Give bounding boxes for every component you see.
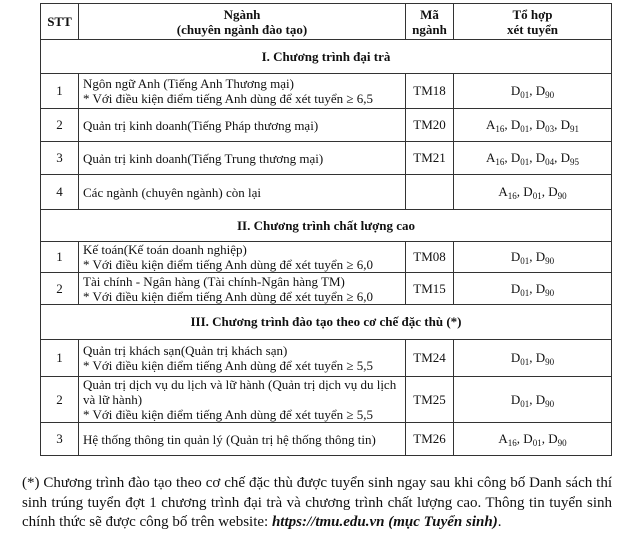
major-name: Ngôn ngữ Anh (Tiếng Anh Thương mại) [83,76,294,91]
table-row [41,175,612,210]
footnote-section: (mục Tuyển sinh) [388,514,498,530]
row-major [79,109,406,142]
major-name: Các ngành (chuyên ngành) còn lại [83,184,261,200]
combo-subscript: 01 [532,438,542,448]
table-row [41,142,612,175]
combo-subscript: 90 [545,90,555,100]
row-combos: $A_{16}$, $D_{01}$, $D_{04}$, $D_{95}$ [454,142,612,175]
combo-letter: A [498,431,508,446]
header-stt: STT [41,4,79,40]
website-link[interactable]: https://tmu.edu.vn [271,514,385,530]
footnote: (*) Chương trình đào tạo theo cơ chế đặc thù được tuyển sinh ngay sau khi công bố Danh sách thí sinh trúng tuyển đợt 1 chương trình đại trà và chương trình chất lượng cao. Thông tin tuyển sinh chính thức sẽ được công bố trên website: https://tmu.edu.vn (mục Tuyển sinh). [22,475,612,530]
admission-table [40,3,612,456]
row-stt: 1 [41,74,79,109]
row-combos: $A_{16}$, $D_{01}$, $D_{90}$ [454,423,612,456]
combo-subscript: 90 [545,357,555,367]
row-stt: 1 [41,340,79,377]
section-title: III. Chương trình đào tạo theo cơ chế đặc thù (*) [41,305,612,340]
row-code: TM20 [406,109,454,142]
combo-letter: D [535,117,546,132]
combo-letter: A [498,184,508,199]
major-name: Quản trị kinh doanh(Tiếng Pháp thương mại) [83,117,319,133]
row-combos: $D_{01}$, $D_{90}$ [454,273,612,305]
major-condition: * Với điều kiện điểm tiếng Anh dùng để xét tuyển ≥ 5,5 [83,358,373,373]
row-code: TM15 [406,273,454,305]
row-major [79,377,406,423]
combo-letter: D [523,184,533,199]
row-stt: 2 [41,109,79,142]
header-row [41,4,612,40]
combo-subscript: 95 [570,157,580,167]
row-combos: $D_{01}$, $D_{90}$ [454,340,612,377]
row-combos: $A_{16}$, $D_{01}$, $D_{90}$ [454,175,612,210]
combo-subscript: 90 [545,256,555,266]
combo-subscript: 91 [570,124,580,134]
combo-letter: D [510,83,521,98]
row-major [79,273,406,305]
section-row [41,210,612,242]
major-name: Hệ thống thông tin quản lý (Quản trị hệ thống thông tin) [83,431,376,447]
combo-subscript: 16 [495,124,505,134]
combo-letter: D [535,83,546,98]
combo-letter: D [523,431,533,446]
combo-subscript: 90 [557,191,567,201]
row-code [406,175,454,210]
row-combos: $A_{16}$, $D_{01}$, $D_{03}$, $D_{91}$ [454,109,612,142]
combo-letter: D [510,280,521,296]
major-condition: * Với điều kiện điểm tiếng Anh dùng để xét tuyển ≥ 5,5 [83,407,373,422]
major-name: Quản trị khách sạn(Quản trị khách sạn) [83,343,288,358]
row-code: TM18 [406,74,454,109]
major-name: Quản trị dịch vụ du lịch và lữ hành (Quản trị dịch vụ du lịch và lữ hành) [83,377,397,407]
combo-letter: D [535,150,546,165]
row-code: TM21 [406,142,454,175]
row-stt: 3 [41,423,79,456]
combo-letter: D [560,150,571,165]
major-name: Quản trị kinh doanh(Tiếng Trung thương mại) [83,150,324,166]
combo-letter: D [510,350,521,365]
combo-subscript: 90 [545,398,555,409]
table-row [41,273,612,305]
combo-subscript: 90 [545,287,555,298]
combo-subscript: 90 [557,438,567,448]
section-row [41,305,612,340]
combo-letter: D [510,150,521,165]
combo-letter: D [535,280,546,296]
header-combo: Tổ hợp xét tuyển [454,4,612,40]
row-major [79,175,406,210]
row-combos: $D_{01}$, $D_{90}$ [454,242,612,273]
row-stt: 2 [41,377,79,423]
row-major [79,142,406,175]
combo-subscript: 04 [545,157,555,167]
combo-subscript: 16 [495,157,505,167]
combo-subscript: 01 [520,157,530,167]
row-major [79,423,406,456]
combo-letter: D [510,249,521,264]
major-condition: * Với điều kiện điểm tiếng Anh dùng để xét tuyển ≥ 6,0 [83,257,373,272]
table-row [41,242,612,273]
combo-letter: A [485,150,496,165]
combo-letter: D [535,249,546,264]
row-combos: $D_{01}$, $D_{90}$ [454,74,612,109]
combo-subscript: 16 [507,438,517,448]
table-row [41,74,612,109]
table-row [41,109,612,142]
row-stt: 4 [41,175,79,210]
row-combos: $D_{01}$, $D_{90}$ [454,377,612,423]
combo-letter: D [510,391,521,407]
combo-letter: D [535,350,546,365]
combo-subscript: 01 [520,357,530,367]
combo-letter: A [485,117,496,132]
row-stt: 3 [41,142,79,175]
row-stt: 1 [41,242,79,273]
combo-subscript: 01 [520,256,530,266]
combo-letter: D [535,391,546,407]
row-major [79,340,406,377]
combo-subscript: 01 [532,191,542,201]
combo-subscript: 03 [545,124,555,134]
combo-subscript: 16 [507,191,517,201]
combo-subscript: 01 [520,287,530,298]
header-code: Mã ngành [406,4,454,40]
combo-letter: D [548,431,558,446]
major-name: Tài chính - Ngân hàng (Tài chính-Ngân hàng TM) [83,273,345,289]
major-name: Kế toán(Kế toán doanh nghiệp) [83,242,247,257]
row-major [79,242,406,273]
major-condition: * Với điều kiện điểm tiếng Anh dùng để xét tuyển ≥ 6,0 [83,288,373,304]
row-code: TM26 [406,423,454,456]
table-row [41,377,612,423]
table-row [41,423,612,456]
row-code: TM24 [406,340,454,377]
combo-letter: D [510,117,521,132]
table-row [41,340,612,377]
combo-subscript: 01 [520,90,530,100]
combo-letter: D [560,117,571,132]
combo-subscript: 01 [520,124,530,134]
row-code: TM08 [406,242,454,273]
section-title: II. Chương trình chất lượng cao [41,210,612,242]
combo-subscript: 01 [520,398,530,409]
section-row [41,40,612,74]
major-condition: * Với điều kiện điểm tiếng Anh dùng để xét tuyển ≥ 6,5 [83,91,373,106]
row-stt: 2 [41,273,79,305]
row-code: TM25 [406,377,454,423]
section-title: I. Chương trình đại trà [41,40,612,74]
row-major [79,74,406,109]
combo-letter: D [548,184,558,199]
footnote-text: (*) Chương trình đào tạo theo cơ chế đặc thù được tuyển sinh ngay sau khi công bố Danh sách thí sinh trúng tuyển đợt 1 chương trình đại trà và chương trình chất lượng cao. Thông tin tuyển sinh chính thức sẽ được công bố trên website: [22,475,612,530]
header-major: Ngành (chuyên ngành đào tạo) [79,4,406,40]
